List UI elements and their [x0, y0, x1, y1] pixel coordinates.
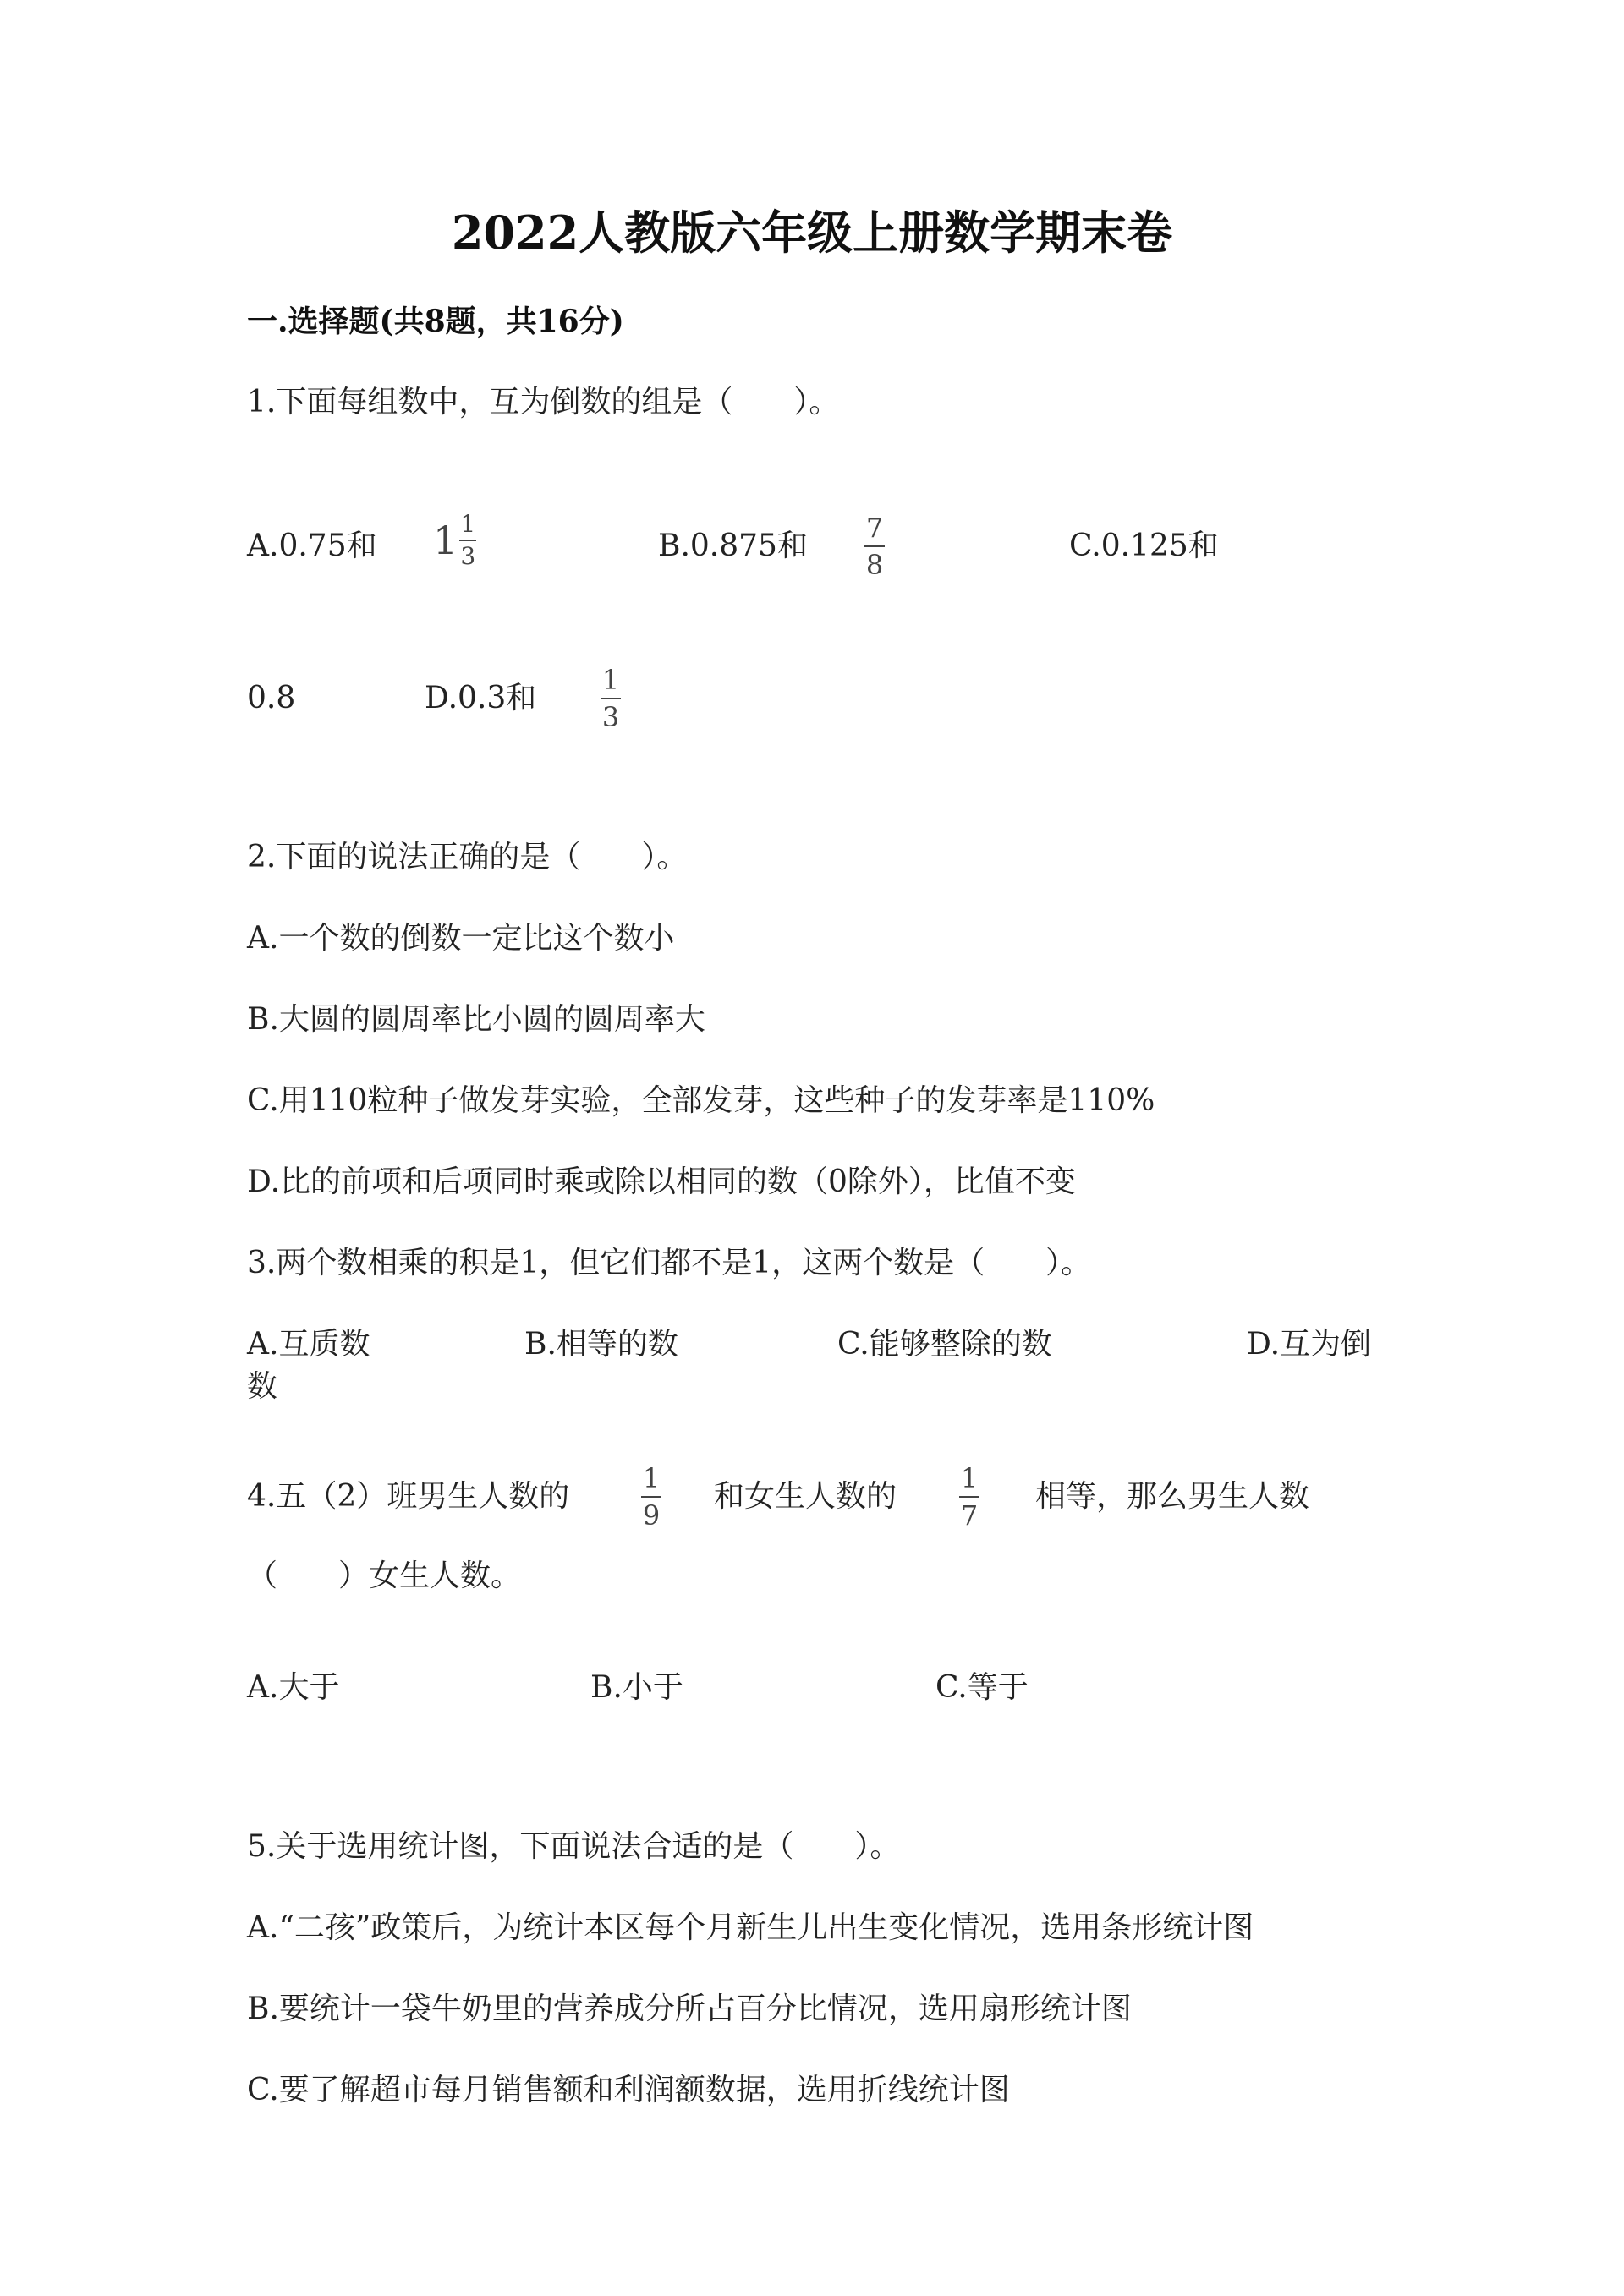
question-5-option-c: C.要了解超市每月销售额和利润额数据，选用折线统计图 — [247, 2073, 1010, 2107]
question-3-option-d-continued: 数 — [247, 1369, 278, 1404]
question-1-option-d: D.0.3和 — [425, 681, 537, 715]
question-3-option-b: B.相等的数 — [524, 1327, 678, 1362]
question-4-option-c: C.等于 — [935, 1670, 1029, 1705]
question-4-stem-line-2: （ ）女生人数。 — [247, 1559, 522, 1593]
fraction-denominator: 3 — [460, 542, 476, 570]
question-4-stem-part-2: 和女生人数的 — [714, 1479, 897, 1514]
fraction — [459, 512, 476, 568]
question-4-fraction-1 — [641, 1462, 661, 1532]
question-4-stem-part-1: 4.五（2）班男生人数的 — [247, 1479, 570, 1514]
question-4-option-b: B.小于 — [590, 1670, 683, 1705]
question-2-option-a: A.一个数的倒数一定比这个数小 — [247, 921, 675, 956]
fraction-bar — [864, 545, 885, 547]
page-title: 2022人教版六年级上册数学期末卷 — [451, 205, 1173, 260]
question-1-option-d-fraction — [601, 666, 621, 731]
question-3-option-d: D.互为倒 — [1247, 1327, 1372, 1362]
question-5-option-b: B.要统计一袋牛奶里的营养成分所占百分比情况，选用扇形统计图 — [247, 1992, 1132, 2026]
fraction-bar — [459, 540, 476, 541]
question-3-option-c: C.能够整除的数 — [837, 1327, 1052, 1362]
question-3-stem: 3.两个数相乘的积是1，但它们都不是1，这两个数是（ ）。 — [247, 1246, 1092, 1280]
fraction-whole: 1 — [433, 518, 458, 563]
fraction-bar — [641, 1496, 661, 1498]
question-1-option-a: A.0.75和 — [247, 529, 377, 563]
fraction-numerator: 1 — [601, 664, 620, 696]
question-2-option-d: D.比的前项和后项同时乘或除以相同的数（0除外），比值不变 — [247, 1164, 1076, 1199]
question-4-fraction-2 — [959, 1462, 979, 1532]
fraction-denominator: 9 — [642, 1499, 661, 1532]
question-1-option-b-fraction — [864, 512, 885, 581]
question-2-option-b: B.大圆的圆周率比小圆的圆周率大 — [247, 1002, 705, 1037]
question-1-option-c-continued: 0.8 — [247, 681, 296, 715]
fraction-numerator: 1 — [460, 510, 476, 538]
question-4-stem-part-3: 相等，那么男生人数 — [1035, 1479, 1310, 1514]
question-1-stem: 1.下面每组数中，互为倒数的组是（ ）。 — [247, 385, 840, 419]
question-4-option-a: A.大于 — [247, 1670, 340, 1705]
question-5-stem: 5.关于选用统计图，下面说法合适的是（ ）。 — [247, 1829, 901, 1864]
fraction-numerator: 1 — [960, 1462, 979, 1494]
fraction-denominator: 7 — [960, 1499, 979, 1532]
question-1-option-a-fraction — [433, 512, 476, 568]
fraction-denominator: 8 — [865, 549, 884, 581]
section-heading: 一.选择题(共8题，共16分) — [247, 304, 624, 339]
fraction-bar — [601, 698, 621, 699]
question-3-option-a: A.互质数 — [247, 1327, 370, 1362]
fraction-bar — [959, 1496, 979, 1498]
question-5-option-a: A.“二孩”政策后，为统计本区每个月新生儿出生变化情况，选用条形统计图 — [247, 1910, 1254, 1945]
question-1-option-c: C.0.125和 — [1069, 529, 1219, 563]
fraction-denominator: 3 — [601, 701, 620, 733]
question-1-option-b: B.0.875和 — [658, 529, 808, 563]
fraction-numerator: 1 — [642, 1462, 661, 1494]
fraction-numerator: 7 — [865, 512, 884, 544]
question-2-stem: 2.下面的说法正确的是（ ）。 — [247, 840, 688, 874]
question-2-option-c: C.用110粒种子做发芽实验，全部发芽，这些种子的发芽率是110% — [247, 1083, 1155, 1118]
